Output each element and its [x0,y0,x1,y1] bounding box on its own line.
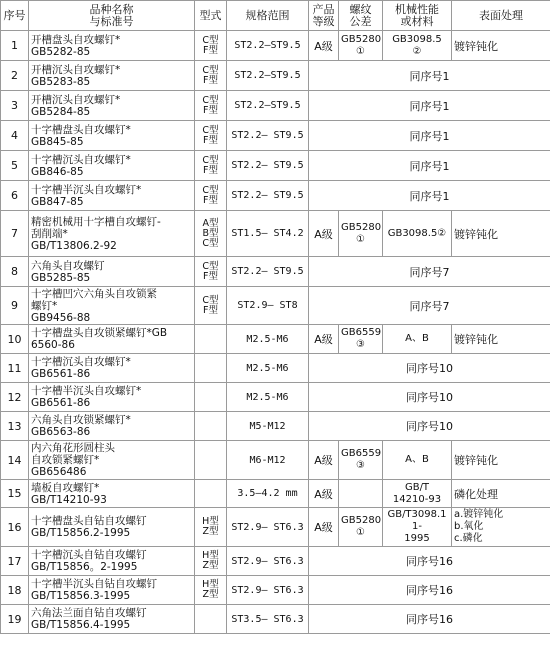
header-material: 机械性能 或材料 [383,1,452,31]
same-as-note: 同序号16 [309,547,550,576]
product-grade: A级 [309,508,339,547]
product-grade: A级 [309,441,339,480]
table-row [1,257,550,287]
table-row [1,211,550,257]
header-grade: 产品 等级 [309,1,339,31]
product-name: 开槽沉头自攻螺钉* GB5283-85 [29,61,195,91]
product-name: 十字槽凹穴六角头自攻锁紧 螺钉* GB9456-88 [29,287,195,325]
product-type: H型 Z型 [195,508,227,547]
product-type: C型 F型 [195,31,227,61]
thread-tolerance: GB5280 ① [339,211,383,257]
table-row [1,480,550,508]
same-as-note: 同序号1 [309,61,550,91]
table-row [1,412,550,441]
row-number: 2 [1,61,29,91]
spec-range: ST2.2— ST9.5 [227,257,309,287]
product-name: 六角法兰面自钻自攻螺钉 GB/T15856.4-1995 [29,605,195,634]
row-number: 5 [1,151,29,181]
product-type: H型 Z型 [195,547,227,576]
surface-treatment: 镀锌钝化 [452,211,550,257]
spec-range: 3.5—4.2 mm [227,480,309,508]
row-number: 3 [1,91,29,121]
product-type [195,412,227,441]
thread-tolerance: GB5280 ① [339,31,383,61]
product-type: C型 F型 [195,91,227,121]
material-spec: GB/T 14210-93 [383,480,452,508]
product-name: 六角头自攻锁紧螺钉* GB6563-86 [29,412,195,441]
thread-tolerance: GB6559 ③ [339,441,383,480]
table-row [1,91,550,121]
same-as-note: 同序号10 [309,354,550,383]
table-row [1,31,550,61]
row-number: 14 [1,441,29,480]
row-number: 8 [1,257,29,287]
product-name: 精密机械用十字槽自攻螺钉- 刮削端* GB/T13806.2-92 [29,211,195,257]
spec-range: M6-M12 [227,441,309,480]
product-name: 开槽盘头自攻螺钉* GB5282-85 [29,31,195,61]
row-number: 16 [1,508,29,547]
same-as-note: 同序号10 [309,383,550,412]
product-name: 十字槽沉头自攻螺钉* GB846-85 [29,151,195,181]
product-name: 十字槽盘头自攻锁紧螺钉*GB 6560-86 [29,325,195,354]
spec-range: ST2.2—ST9.5 [227,31,309,61]
spec-range: ST3.5— ST6.3 [227,605,309,634]
table-row [1,605,550,634]
table-row [1,151,550,181]
product-name: 十字槽盘头自钻自攻螺钉 GB/T15856.2-1995 [29,508,195,547]
material-spec: A、B [383,325,452,354]
product-name: 内六角花形圆柱头 自攻锁紧螺钉* GB656486 [29,441,195,480]
spec-range: M2.5-M6 [227,325,309,354]
surface-treatment: 镀锌钝化 [452,31,550,61]
thread-tolerance [339,480,383,508]
header-name: 品种名称 与标准号 [29,1,195,31]
header-tolerance: 螺纹 公差 [339,1,383,31]
spec-range: ST2.9— ST6.3 [227,508,309,547]
product-name: 墙板自攻螺钉* GB/T14210-93 [29,480,195,508]
row-number: 12 [1,383,29,412]
spec-range: ST2.2— ST9.5 [227,181,309,211]
spec-range: ST2.2— ST9.5 [227,121,309,151]
product-grade: A级 [309,325,339,354]
table-row [1,383,550,412]
spec-range: ST1.5— ST4.2 [227,211,309,257]
header-spec: 规格范围 [227,1,309,31]
row-number: 10 [1,325,29,354]
product-grade: A级 [309,31,339,61]
table-row [1,354,550,383]
row-number: 1 [1,31,29,61]
surface-treatment: 磷化处理 [452,480,550,508]
product-name: 六角头自攻螺钉 GB5285-85 [29,257,195,287]
product-type [195,354,227,383]
table-row [1,61,550,91]
table-row [1,181,550,211]
spec-range: ST2.2— ST9.5 [227,151,309,181]
table-row [1,508,550,547]
product-type [195,605,227,634]
table-row [1,547,550,576]
spec-range: ST2.2—ST9.5 [227,61,309,91]
product-type: C型 F型 [195,121,227,151]
row-number: 11 [1,354,29,383]
same-as-note: 同序号10 [309,412,550,441]
row-number: 19 [1,605,29,634]
material-spec: GB3098.5② [383,211,452,257]
spec-range: ST2.2—ST9.5 [227,91,309,121]
table-row [1,287,550,325]
table-row [1,576,550,605]
thread-tolerance: GB5280 ① [339,508,383,547]
spec-range: M2.5-M6 [227,383,309,412]
product-name: 十字槽半沉头自攻螺钉* GB847-85 [29,181,195,211]
same-as-note: 同序号1 [309,151,550,181]
product-type: C型 F型 [195,151,227,181]
product-type: C型 F型 [195,61,227,91]
product-type: H型 Z型 [195,576,227,605]
table-body [1,31,550,634]
table-header-row [1,1,550,31]
product-name: 十字槽半沉头自攻螺钉* GB6561-86 [29,383,195,412]
product-type: C型 F型 [195,257,227,287]
same-as-note: 同序号1 [309,181,550,211]
row-number: 17 [1,547,29,576]
row-number: 15 [1,480,29,508]
product-type [195,480,227,508]
material-spec: GB3098.5 ② [383,31,452,61]
row-number: 7 [1,211,29,257]
material-spec: GB/T3098.1 1- 1995 [383,508,452,547]
product-type [195,325,227,354]
product-type: A型 B型 C型 [195,211,227,257]
product-name: 十字槽沉头自钻自攻螺钉 GB/T15856。2-1995 [29,547,195,576]
row-number: 13 [1,412,29,441]
header-surface: 表面处理 [452,1,550,31]
surface-treatment: 镀锌钝化 [452,441,550,480]
product-grade: A级 [309,211,339,257]
same-as-note: 同序号1 [309,91,550,121]
product-name: 十字槽沉头自攻螺钉* GB6561-86 [29,354,195,383]
thread-tolerance: GB6559 ③ [339,325,383,354]
spec-range: ST2.9— ST8 [227,287,309,325]
same-as-note: 同序号7 [309,257,550,287]
header-type: 型式 [195,1,227,31]
product-type: C型 F型 [195,181,227,211]
same-as-note: 同序号1 [309,121,550,151]
material-spec: A、B [383,441,452,480]
table-row [1,121,550,151]
spec-range: M5-M12 [227,412,309,441]
row-number: 6 [1,181,29,211]
same-as-note: 同序号16 [309,605,550,634]
product-name: 十字槽半沉头自钻自攻螺钉 GB/T15856.3-1995 [29,576,195,605]
spec-range: ST2.9— ST6.3 [227,576,309,605]
table-row [1,325,550,354]
spec-range: ST2.9— ST6.3 [227,547,309,576]
table-row [1,441,550,480]
header-no: 序号 [1,1,29,31]
product-type [195,383,227,412]
surface-treatment: a.镀锌钝化 b.氧化 c.磷化 [452,508,550,547]
same-as-note: 同序号16 [309,576,550,605]
product-type [195,441,227,480]
product-grade: A级 [309,480,339,508]
row-number: 9 [1,287,29,325]
surface-treatment: 镀锌钝化 [452,325,550,354]
row-number: 18 [1,576,29,605]
row-number: 4 [1,121,29,151]
product-type: C型 F型 [195,287,227,325]
product-name: 开槽沉头自攻螺钉* GB5284-85 [29,91,195,121]
spec-range: M2.5-M6 [227,354,309,383]
same-as-note: 同序号7 [309,287,550,325]
product-name: 十字槽盘头自攻螺钉* GB845-85 [29,121,195,151]
